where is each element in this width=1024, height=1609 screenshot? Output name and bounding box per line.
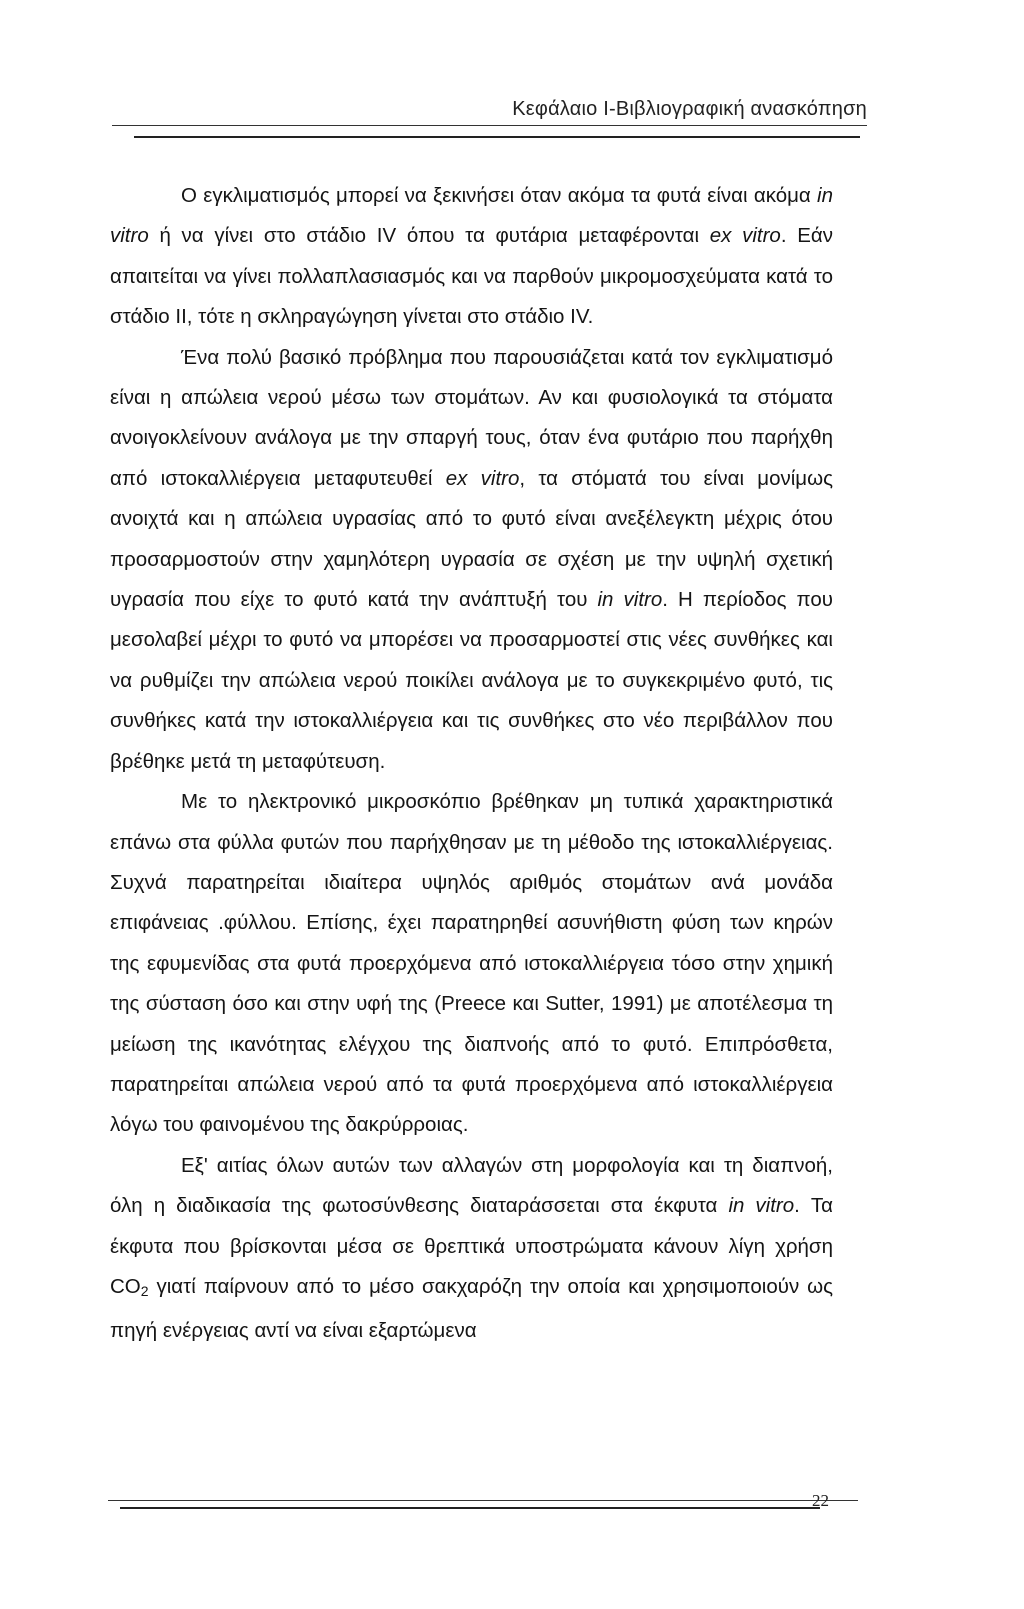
text-run: . Τα έκφυτα που βρίσκονται μέσα σε θρεπτικά υποστρώματα κάνουν λίγη χρήση CO	[110, 1194, 834, 1298]
text-run: Ο εγκλιματισμός μπορεί να ξεκινήσει όταν ακόμα τα φυτά είναι ακόμα	[181, 184, 818, 207]
text-run: Με το ηλεκτρονικό μικροσκόπιο βρέθηκαν μη τυπικά χαρακτηριστικά επάνω στα φύλλα φυτών που παρήχθησαν με τη μέθοδο της ιστοκαλλιέργειας. Συχνά παρατηρείται ιδιαίτερα υψηλός αριθμός στομάτων ανά μονάδα επιφάνειας .φύλλου. Επίσης, έχει παρατηρηθεί ασυνήθιστη φύση των κηρών της εφυμενίδας στα φυτά προερχόμενα από ιστοκαλλιέργεια τόσο στην χημική της σύσταση όσο και στην υφή της (Preece και Sutter, 1991) με αποτέλεσμα τη μείωση της ικανότητας ελέγχου της διαπνοής από το φυτό. Επιπρόσθετα, παρατηρείται απώλεια νερού από τα φυτά προερχόμενα από ιστοκαλλιέργεια λόγω του φαινομένου της δακρύρροιας.	[110, 790, 833, 1137]
page-number: 22	[812, 1491, 829, 1510]
paragraph-electron-microscope	[110, 782, 833, 1146]
paragraph-photosynthesis	[110, 1146, 833, 1352]
footer-rule	[108, 1500, 858, 1501]
paragraph-acclimatization-start	[110, 176, 833, 338]
running-header: Κεφάλαιο Ι-Βιβλιογραφική ανασκόπηση	[512, 98, 867, 120]
header-rule	[112, 125, 867, 126]
footer-rule-double	[120, 1507, 820, 1509]
text-run: Ένα πολύ βασικό πρόβλημα που παρουσιάζεται κατά τον εγκλιματισμό είναι η απώλεια νερού μέσω των στομάτων. Αν και φυσιολογικά τα στόματα ανοιγοκλείνουν ανάλογα με την σπαργή τους, όταν ένα φυτάριο που παρήχθη από ιστοκαλλιέργεια μεταφυτευθεί	[110, 345, 833, 490]
italic-term: in vitro	[110, 184, 833, 248]
text-run: . Η περίοδος που μεσολαβεί μέχρι το φυτό να μπορέσει να προσαρμοστεί στις νέες συνθήκες και να ρυθμίζει την απώλεια νερού ποικίλει ανάλογα με το συγκεκριμένο φυτό, τις συνθήκες κατά την ιστοκαλλιέργεια και τις συνθήκες στο νέο περιβάλλον που βρέθηκε μετά τη μεταφύτευση.	[110, 588, 833, 773]
italic-term: in vitro	[597, 588, 663, 612]
paragraph-water-loss	[110, 338, 833, 782]
subscript: 2	[140, 1282, 149, 1299]
text-run: , τα στόματά του είναι μονίμως ανοιχτά και η απώλεια υγρασίας από το φυτό είναι ανεξέλεγκτη μέχρις ότου προσαρμοστούν στην χαμηλότερη υγρασία σε σχέση με την υψηλή σχετική υγρασία που είχε το φυτό κατά την ανάπτυξή του	[110, 466, 833, 612]
text-run: Εξ' αιτίας όλων αυτών των αλλαγών στη μορφολογία και τη διαπνοή, όλη η διαδικασία της φωτοσύνθεσης διαταράσσεται στα έκφυτα	[110, 1153, 833, 1218]
header-rule-double	[134, 136, 860, 138]
italic-term: in vitro	[728, 1194, 795, 1218]
text-run: ή να γίνει στο στάδιο IV όπου τα φυτάρια μεταφέρονται	[148, 224, 710, 248]
body-text	[110, 176, 833, 1352]
italic-term: ex vitro	[709, 224, 781, 248]
text-run: . Εάν απαιτείται να γίνει πολλαπλασιασμός και να παρθούν μικρομοσχεύματα κατά το στάδιο II, τότε η σκληραγώγηση γίνεται στο στάδιο IV.	[110, 224, 834, 329]
italic-term: ex vitro	[445, 466, 520, 490]
text-run: γιατί παίρνουν από το μέσο σακχαρόζη την οποία και χρησιμοποιούν ως πηγή ενέργειας αντί να είναι εξαρτώμενα	[110, 1274, 833, 1343]
